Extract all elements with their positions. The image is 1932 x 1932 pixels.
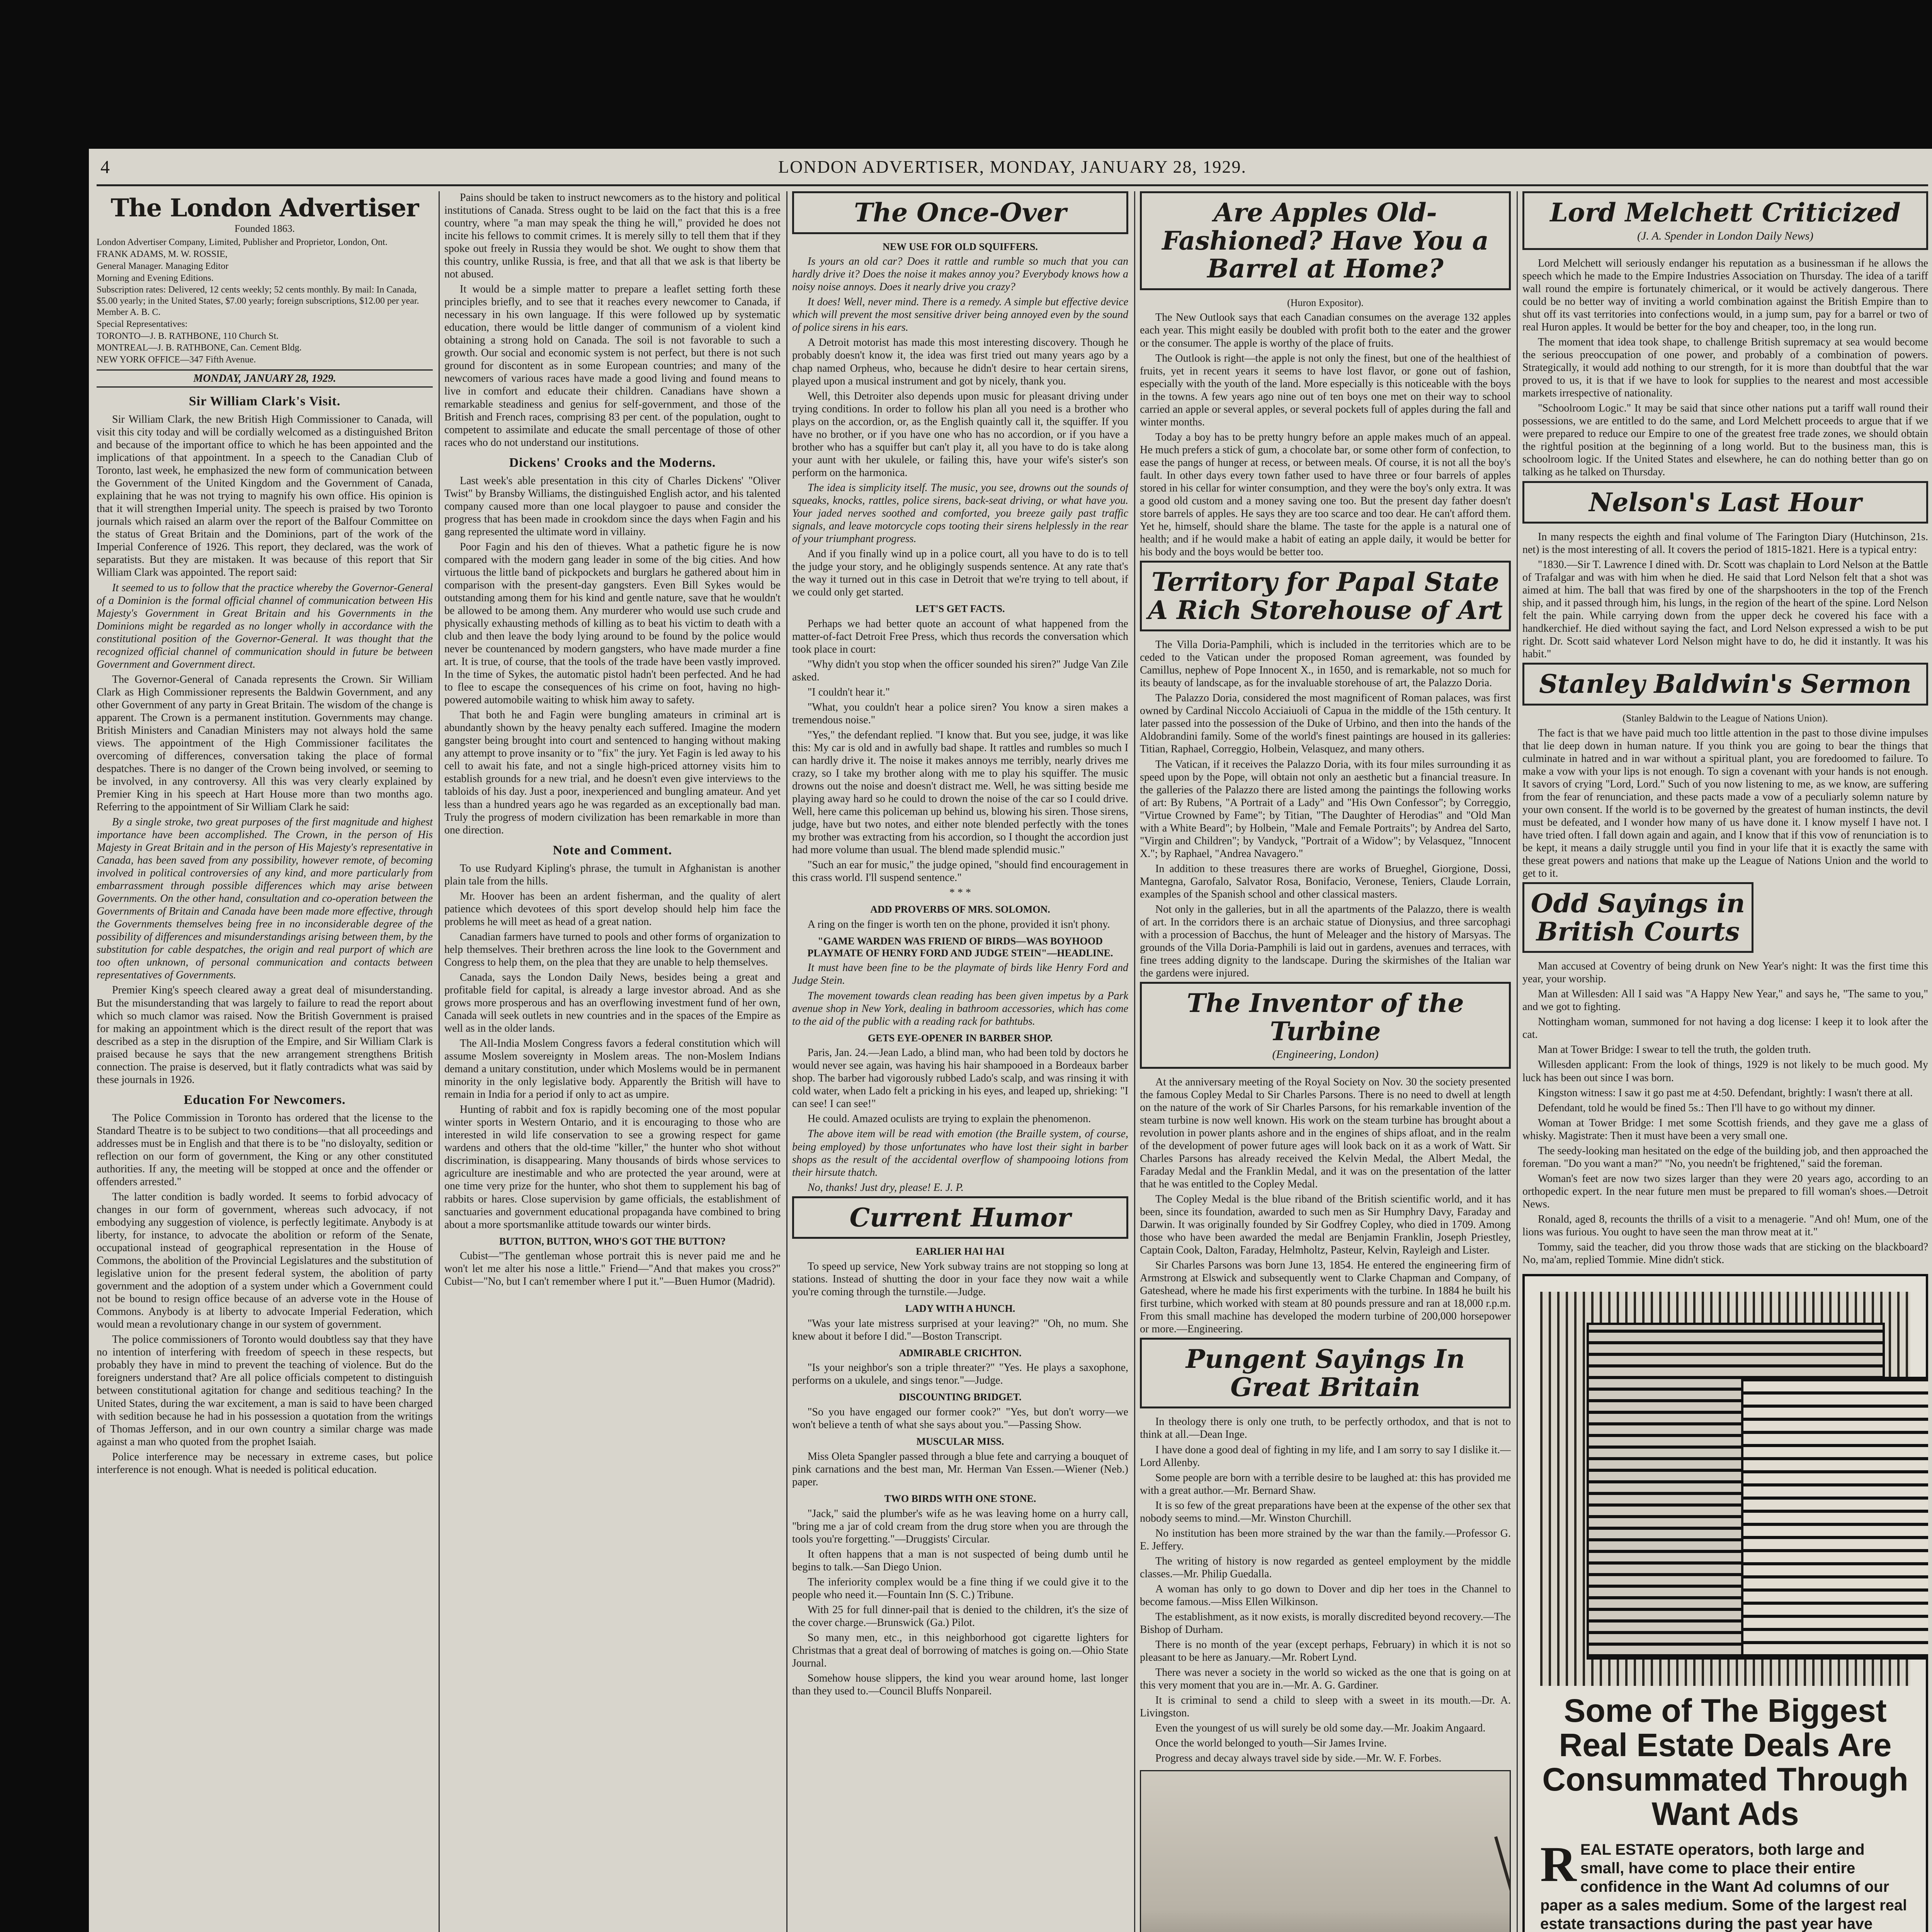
article-credit: (Huron Expositor). bbox=[1287, 297, 1364, 308]
saying-item: Even the youngest of us will surely be old some day.—Mr. Joakim Angaard. bbox=[1155, 1722, 1486, 1735]
humor-item-text: "So you have engaged our former cook?" "Yes, but don't worry—we won't believe a tenth of what she says about you."—Passing Show. bbox=[792, 1406, 1128, 1431]
column-rule bbox=[786, 191, 787, 1932]
saying-item: Progress and decay always travel side by side.—Mr. W. F. Forbes. bbox=[1155, 1752, 1442, 1765]
humor-item-text: The inferiority complex would be a fine thing if we could give it to the people who need it.—Fountain Inn (S. C.) Tribune. bbox=[792, 1576, 1128, 1601]
box-title: The Inventor of the Turbine bbox=[1187, 988, 1464, 1046]
saying-item: The establishment, as it now exists, is morally discredited beyond recovery.—The Bishop of Durham. bbox=[1140, 1611, 1511, 1636]
article-paragraph: "1830.—Sir T. Lawrence I dined with. Dr. Scott was chaplain to Lord Nelson at the Battle of Trafalgar and was with him when he died. He said that Lord Nelson felt that a shot was aimed at him. The ball that was fired by one of the sharpshooters in the top of the French ship, and it passed through him, his lungs, in the region of the heart of the spine. Lord Nelson felt the pain. While carrying down from the upper deck he covered his face with a handkerchief. He died without saying the fact, and Lord Nelson expressed a wish to be put right. Dr. Scott said whatever Lord Nelson might have to do, he did it instantly. It was his habit." bbox=[1522, 559, 1928, 660]
baldwin-title-box bbox=[1522, 663, 1928, 706]
article-paragraph: A Detroit motorist has made this most interesting discovery. Though he probably doesn't know it, the idea was first tried out many years ago by a chap named Orpheus, who, because he didn't desire to hear certain sirens, played upon a musical instrument and got by nicely, thank you. bbox=[792, 337, 1128, 387]
article-paragraph: Today a boy has to be pretty hungry before an apple makes much of an appeal. He much prefers a stick of gum, a chocolate bar, or some other form of confection, to ease the pangs of hunger at recess, or between meals. Of course, it is not all the boy's fault. In other days every town father used to have three or four barrels of apples stored in his cellar for winter consumption, and they were the boy's only extra. It was a good old custom and a money saving one too. But the present day father doesn't store barrels of apples. He says they are too scarce and too dear. He can't afford them. Yet he, himself, should share the blame. The taste for the apple is a natural one of health; and if he would make a habit of eating an apple daily, it would be better for his body and the boys would be better too. bbox=[1140, 431, 1511, 558]
article-paragraph: The Villa Doria-Pamphili, which is included in the territories which are to be ceded to the Vatican under the proposed Roman agreement, was founded by Camillus, nephew of Pope Innocent X., in 1650, and is remarkable, not so much for its beauty of landscape, as for the invaluable storehouse of art, the Palazzo Doria. bbox=[1140, 639, 1511, 689]
masthead-info bbox=[97, 237, 433, 366]
article-paragraph: The police commissioners of Toronto would doubtless say that they have no intention of interfering with freedom of speech in these respects, but probably they have in mind to prevent the teaching of violence. But do the foreigners understand that? Are all police officials competent to distinguish between constitutional agitation for change and seditious teaching? In the United States, during the war excitement, a man is said to have been charged with sedition because he had in his possession a quotation from the writings of Thomas Jefferson, and in our own country a similar charge was made against a man who quoted from the prophet Isaiah. bbox=[97, 1333, 433, 1448]
article-paragraph: No, thanks! Just dry, please! E. J. P. bbox=[808, 1181, 964, 1194]
humor-item-heading: ADMIRABLE CRICHTON. bbox=[899, 1347, 1022, 1359]
want-ads-advertisement bbox=[1522, 1274, 1928, 1932]
column-rule bbox=[1134, 191, 1135, 1932]
box-title: Odd Sayings in British Courts bbox=[1531, 888, 1745, 947]
article-paragraph: And if you finally wind up in a police court, all you have to do is to tell the judge your story, and he obligingly suspends sentence. At any rate that's the way it turned out in this case in Detroit that we're trying to tell about, if we could only get started. bbox=[792, 548, 1128, 599]
article-paragraph: "Why didn't you stop when the officer sounded his siren?" Judge Van Zile asked. bbox=[792, 658, 1128, 683]
humor-item-text: "Was your late mistress surprised at your leaving?" "Oh, no mum. She knew about it before I did."—Boston Transcript. bbox=[792, 1317, 1128, 1342]
article-paragraph: The Vatican, if it receives the Palazzo Doria, with its four miles surrounding it as speed upon by the Pope, will obtain not only an aesthetic but a financial treasure. In the galleries of the Palazzo there are listed among the paintings the following works of art: By Rubens, "A Portrait of a Lady" and "His Own Confessor"; by Correggio, "Virtue Crowned by Fame"; by Titian, "The Daughter of Herodias" and "Old Man with a White Beard"; by Holbein, "Male and Female Portraits"; by Andrea del Sarto, "Virgin and Children"; by Vandyck, "Portrait of a Widow"; by Velasquez, "Innocent X."; by Raphael, "Andrea Navagero." bbox=[1140, 758, 1511, 860]
masthead-info-line: MONTREAL—J. B. RATHBONE, Can. Cement Bldg. bbox=[97, 343, 302, 353]
article-paragraph: The All-India Moslem Congress favors a federal constitution which will assume Moslem sovereignty in Moslem areas. The non-Moslem Indians demand a unitary constitution, under which Moslems would be in permanent minority in the only legislative body. Apparently the British will have to remain in India for a period if only to act as umpire. bbox=[444, 1037, 781, 1101]
article-paragraph: It must have been fine to be the playmate of birds like Henry Ford and Judge Stein. bbox=[792, 962, 1128, 987]
column-rule bbox=[1517, 191, 1518, 1932]
masthead-info-line: FRANK ADAMS, M. W. ROSSIE, bbox=[97, 249, 228, 259]
box-title: Lord Melchett Criticized bbox=[1550, 197, 1901, 228]
saying-item: There was never a society in the world so wicked as the one that is going on at this very moment that you are in.—Mr. A. G. Gardiner. bbox=[1140, 1667, 1511, 1692]
article-paragraph: Paris, Jan. 24.—Jean Lado, a blind man, who had been told by doctors he would never see again, was having his hair shampooed in a Bordeaux barber shop. The barber had vigorously rubbed Lado's scalp, and was rinsing it with cold water, when Lado felt a pricking in his eyes, and leaped up, shrieking: "I can see! I can see!" bbox=[792, 1047, 1128, 1110]
sayings-list bbox=[1140, 1415, 1511, 1765]
article-paragraph: "What, you couldn't hear a police siren? You know a siren makes a tremendous noise." bbox=[792, 701, 1128, 726]
odd-saying-item: Woman's feet are now two sizes larger than they were 20 years ago, according to an orthopedic expert. In the near future men must be prepared to fill woman's shoes.—Detroit News. bbox=[1522, 1172, 1928, 1210]
article-paragraph: "Yes," the defendant replied. "I know that. But you see, judge, it was like this: My car is old and in awfully bad shape. It rattles and rumbles so much I can hardly drive it. The noise it makes annoys me terribly, nearly drives me crazy, so I take my brother along with me to play his squiffer. The music drowns out the noise and doesn't distract me. Well, he was sitting beside me playing away hard so he could to drown the noise of the car so I could drive. Well, here came this policeman up behind us, blowing his siren. Those sirens, judge, have but two notes, and either note blended perfectly with the tones my brother was extracting from his accordion, so I thought the accordion just had more volume than usual. The blend made splendid music." bbox=[792, 729, 1128, 856]
newspaper-page bbox=[89, 149, 1932, 1932]
article-subhead: "GAME WARDEN WAS FRIEND OF BIRDS—WAS BOYHOOD PLAYMATE OF HENRY FORD AND JUDGE STEIN"—HEADLINE. bbox=[807, 935, 1113, 959]
box-title: Territory for Papal State A Rich Storehouse of Art bbox=[1148, 567, 1503, 625]
article-paragraph: A ring on the finger is worth ten on the phone, provided it isn't phony. bbox=[808, 918, 1110, 931]
masthead-info-line: TORONTO—J. B. RATHBONE, 110 Church St. bbox=[97, 331, 279, 341]
humor-item-text: To speed up service, New York subway trains are not stopping so long at stations. Instead of shutting the door in your face they now wait a while you're coming through the turnstile.—Judge. bbox=[792, 1260, 1128, 1298]
article-paragraph: Hunting of rabbit and fox is rapidly becoming one of the most popular winter sports in Western Ontario, and it is encouraging to those who are interested in wild life conservation to see a growing respect for game wardens and others that the old-time "killer," the hunter who shot without discrimination, is disappearing. Many thousands of birds whose services to agriculture are inestimable and who are protected the year around, were at one time very prize for the hunter, who shot them to supplement his bag of rabbits or hares. Close supervision by game officials, the establishment of sanctuaries and government educational propaganda have combined to bring about a more sportsmanlike attitude towards our winter birds. bbox=[444, 1104, 781, 1231]
saying-item: In theology there is only one truth, to be perfectly orthodox, and that is not to think at all.—Dean Inge. bbox=[1140, 1416, 1511, 1441]
article-paragraph: At the anniversary meeting of the Royal Society on Nov. 30 the society presented the famous Copley Medal to Sir Charles Parsons. There is no need to dwell at length on the nature of the work of Sir Charles Parsons, for his remarkable invention of the steam turbine is now well known. His work on the steam turbine has brought about a revolution in power plants ashore and in the engines of ships afloat, and in the realm of the development of power future ages will look back on it as a work of Watt. Sir Charles Parsons has already received the Kelvin Medal, the Albert Medal, the Faraday Medal and the Franklin Medal, and it was on the presentation of the latter that he was entitled to the Copley Medal. bbox=[1140, 1076, 1511, 1190]
article-paragraph: Well, this Detroiter also depends upon music for pleasant driving under trying conditions. In order to follow his plan all you need is a brother who plays on the accordion, or, as the English quaintly call it, the squiffer. If you have no brother, or if you have one who has no accordion, or if you have a brother who has a squiffer but can't play it, all you have to do is take along your aunt with her ukulele, or failing this, have your wife's sister's son perform on the harmonica. bbox=[792, 390, 1128, 479]
article-paragraph: It does! Well, never mind. There is a remedy. A simple but effective device which will prevent the most sensitive driver being annoyed even by the sound of police sirens in his ears. bbox=[792, 296, 1128, 334]
saying-item: Once the world belonged to youth—Sir James Irvine. bbox=[1155, 1737, 1387, 1750]
humor-item-text: "Is your neighbor's son a triple threater?" "Yes. He plays a saxophone, performs on a ukulele, and sings tenor."—Judge. bbox=[792, 1362, 1128, 1387]
article-paragraph: "Such an ear for music," the judge opined, "should find encouragement in this crass world. I'll suspend sentence." bbox=[792, 859, 1128, 884]
article-quote: By a single stroke, two great purposes of the first magnitude and highest importance have been accomplished. The Crown, in the person of His Majesty in Great Britain and in the person of His Majesty's representative in Canada, has been saved from any possibility, however remote, of becoming involved in political controversies of any kind, and more particularly from embarrassment through possible differences which may arise between Governments. On the other hand, consultation and co-operation between the Governments of Britain and Canada have been made more effective, through the Governments themselves being free in no inconsiderable degree of the possibility of differences and misunderstandings arising between them, by the substitution for cable despatches, the origin and real purport of which are too often unknown, of personal communication and contacts between representatives of Governments. bbox=[97, 816, 433, 981]
article-paragraph: Canadian farmers have turned to pools and other forms of organization to help themselves. Their brethren across the line look to the Government and Congress to help them, on the plea that they are unable to help themselves. bbox=[444, 930, 781, 968]
box-credit: (J. A. Spender in London Daily News) bbox=[1637, 229, 1814, 242]
article-paragraph: Lord Melchett will seriously endanger his reputation as a businessman if he allows the speech which he made to the Empire Industries Association on Thursday. The idea of a tariff wall round the empire is fortunately chimerical, or it would be actively dangerous. There could be no better way of inviting a world combination against the British Empire than to shut off its vast territories into confections would, in a jump sum, pay for a barrel or two of real Huron apples. It would be better for the boy and cheaper, too, in the long run. bbox=[1522, 257, 1928, 333]
humor-item-text: So many men, etc., in this neighborhood got cigarette lighters for Christmas that a great deal of borrowing of matches is going on.—Ohio State Journal. bbox=[792, 1631, 1128, 1669]
humor-item-text: It often happens that a man is not suspected of being dumb until he begins to talk.—San Diego Union. bbox=[792, 1548, 1128, 1573]
article-paragraph: The movement towards clean reading has been given impetus by a Park avenue shop in New York, dealing in bathroom accessories, which has come to the aid of the public with a reading rack for bathtubs. bbox=[792, 990, 1128, 1027]
box-title: The Once-Over bbox=[854, 197, 1066, 228]
saying-item: A woman has only to go down to Dover and dip her toes in the Channel to become famous.—Miss Ellen Wilkinson. bbox=[1140, 1583, 1511, 1608]
humor-item-text: "Jack," said the plumber's wife as he was leaving home on a hurry call, "bring me a jar of cold cream from the drug store when you are through the tools you're forgetting."—Druggists' Circular. bbox=[792, 1507, 1128, 1545]
article-subhead: ADD PROVERBS OF MRS. SOLOMON. bbox=[870, 904, 1050, 915]
apples-title-box bbox=[1140, 191, 1511, 290]
masthead-name: The London Advertiser bbox=[111, 194, 419, 223]
article-paragraph: Not only in the galleries, but in all the apartments of the Palazzo, there is wealth of art. In the corridors there is an archaic statue of Dionysius, and three sarcophagi with a procession of Bacchus, the hunt of Meleager and the history of Marsyas. The grounds of the Villa Doria-Pamphili is laid out in gardens, avenues and terraces, with fine trees adding dignity to the landscape. During the skirmishes of the Italian war the gardens were injured. bbox=[1140, 903, 1511, 980]
editorial-date: MONDAY, JANUARY 28, 1929. bbox=[97, 369, 433, 388]
article-paragraph: Pains should be taken to instruct newcomers as to the history and political institutions of Canada. Stress ought to be laid on the fact that this is a free country, where "a man may speak the thing he will," provided he does not incite his fellows to commit crimes. It is merely silly to tell them that if they spoke out freely in Russia they would be shot. We ought to show them that this country, unlike Russia, is free, and that all that we ask is that liberty be not abused. bbox=[444, 192, 781, 281]
article-heading: BUTTON, BUTTON, WHO'S GOT THE BUTTON? bbox=[499, 1235, 726, 1247]
masthead-founded: Founded 1863. bbox=[235, 223, 295, 234]
humor-item-text: Miss Oleta Spangler passed through a blue fete and carrying a bouquet of pink carnations and the best man, Mr. Herman Van Essen.—Wiener (Neb.) paper. bbox=[792, 1450, 1128, 1488]
article-paragraph: Police interference may be necessary in extreme cases, but police interference is not enough. What is needed is political education. bbox=[97, 1451, 433, 1476]
column-2 bbox=[444, 191, 781, 1932]
saying-item: It is criminal to send a child to sleep with a sweet in its mouth.—Dr. A. Livingston. bbox=[1140, 1694, 1511, 1719]
header-title: LONDON ADVERTISER, MONDAY, JANUARY 28, 1929. bbox=[778, 157, 1247, 177]
article-paragraph: In many respects the eighth and final volume of The Farington Diary (Hutchinson, 21s. net) is the most interesting of all. It covers the period of 1815-1821. Here is a typical entry: bbox=[1522, 531, 1928, 556]
article-paragraph: The above item will be read with emotion (the Braille system, of course, being employed) by those unfortunates who have lost their sight in barber shops as the result of the accidental overflow of shampooing lotions from their hirsute thatch. bbox=[792, 1128, 1128, 1179]
article-paragraph: In addition to these treasures there are works of Brueghel, Giorgione, Dossi, Mantegna, Garofalo, Salvator Rosa, Bonifacio, Veronese, Teniers, Claude Lorrain, examples of the Spanish school and other classical masters. bbox=[1140, 862, 1511, 900]
article-paragraph: It would be a simple matter to prepare a leaflet setting forth these principles briefly, and to see that it reaches every newcomer to Canada, if necessary in his own language. If this were followed up by systematic education, there would be little danger of communism of a violent kind obtaining a strong hold on Canada. The soil is not favorable to such a growth. Our social and economic system is not perfect, but there is not such ground for discontent as in some European countries; and many of the newcomers of various races have made a good living and found means to live in comfort and educate their children. Canadians have shown a remarkable steadiness and genius for self-government, and those of the British and French races, comprising 83 per cent. of the population, ought to competent to assimilate and educate the small percentage of those of other races who do not understand our institutions. bbox=[444, 283, 781, 449]
masthead-info-line: London Advertiser Company, Limited, Publisher and Proprietor, London, Ont. bbox=[97, 237, 388, 248]
masthead-info-line: NEW YORK OFFICE—347 Fifth Avenue. bbox=[97, 355, 256, 365]
odd-sayings-title-box bbox=[1522, 882, 1753, 953]
box-title: Are Apples Old-Fashioned? Have You a Barrel at Home? bbox=[1162, 197, 1489, 284]
column-rule bbox=[439, 191, 440, 1932]
box-title: Pungent Sayings In Great Britain bbox=[1185, 1344, 1465, 1402]
article-paragraph: Perhaps we had better quote an account of what happened from the matter-of-fact Detroit Free Press, which thus records the conversation which took place in court: bbox=[792, 617, 1128, 655]
article-paragraph: "I couldn't hear it." bbox=[808, 686, 890, 698]
odd-saying-item: Defendant, told he would be fined 5s.: Then I'll have to go without my dinner. bbox=[1538, 1102, 1876, 1114]
humor-item-heading: MUSCULAR MISS. bbox=[916, 1436, 1004, 1447]
article-subhead: GETS EYE-OPENER IN BARBER SHOP. bbox=[868, 1032, 1053, 1044]
box-credit: (Engineering, London) bbox=[1272, 1048, 1379, 1061]
humor-item-heading: DISCOUNTING BRIDGET. bbox=[899, 1391, 1022, 1403]
article-paragraph: Poor Fagin and his den of thieves. What a pathetic figure he is now compared with the modern gang leader in some of the big cities. And how virtuous the little band of pickpockets and burglars he gathered about him in comparison with the present-day gangsters. Even Bill Sykes would be outstanding among them for his kind and gentle nature, save that he wouldn't be allowed to be among them. Any murderer who would use such crude and physically exhausting methods of killing as to beat his victim to death with a club and then leave the body lying around to be found by the police would never be countenanced by modern gangsters, who have made murder a fine art. It is true, of course, that the tools of the trade have been vastly improved. In the time of Sykes, the automatic pistol hadn't been perfected. And he had to flee to escape the consequences of his crime on foot, having no high-powered automobile waiting to whisk him away to safety. bbox=[444, 541, 781, 706]
odd-saying-item: Ronald, aged 8, recounts the thrills of a visit to a menagerie. "And oh! Mum, one of the lions was furious. You ought to have seen the man throw meat at it." bbox=[1522, 1213, 1928, 1238]
article-paragraph: Last week's able presentation in this city of Charles Dickens' "Oliver Twist" by Bransby Williams, the distinguished English actor, and his talented company caused more than one local playgoer to pause and consider the progress that has been made in crookdom since the days when Fagin and his gang represented the ultimate word in villainy. bbox=[444, 474, 781, 538]
column-1 bbox=[97, 191, 433, 1932]
humor-item-heading: LADY WITH A HUNCH. bbox=[905, 1303, 1015, 1314]
pungent-sayings-title-box bbox=[1140, 1338, 1511, 1408]
article-paragraph: Cubist—"The gentleman whose portrait this is never paid me and he won't let me alter his nose a little." Friend—"And that makes you cross?" Cubist—"No, but I can't remember where I put it."—Buen Humor (Madrid). bbox=[444, 1250, 781, 1288]
article-credit: (Stanley Baldwin to the League of Nations Union). bbox=[1622, 713, 1828, 724]
masthead-info-line: Subscription rates: Delivered, 12 cents weekly; 52 cents monthly. By mail: In Canada, $5.00 yearly; in the United States, $7.00 yearly; foreign subscriptions, $12.00 per year. Member A. B. C. bbox=[97, 285, 419, 317]
odd-saying-item: Kingston witness: I saw it go past me at 4:50. Defendant, brightly: I wasn't there at all. bbox=[1538, 1087, 1913, 1099]
article-paragraph: The moment that idea took shape, to challenge British supremacy at sea would become the serious preoccupation of one power, and probably of a combination of powers. Strategically, it would add nothing to our strength, for it is more than doubtful that the war proved to us, it is that if we have to look for supplies to the nearest and most accessible markets irrespective of nationality. bbox=[1522, 336, 1928, 400]
current-humor-title-box bbox=[792, 1196, 1128, 1239]
nelson-title-box bbox=[1522, 481, 1928, 524]
odd-saying-item: Woman at Tower Bridge: I met some Scottish friends, and they gave me a glass of whisky. Magistrate: Then it must have been a very small one. bbox=[1522, 1117, 1928, 1142]
article-paragraph: Canada, says the London Daily News, besides being a great and profitable field for capital, is already a large investor abroad. And as she grows more prosperous and has an overflowing investment fund of her own, Canada will seek outlets in new countries and in the spaces of the Empire as well as in the older lands. bbox=[444, 971, 781, 1035]
saying-item: I have done a good deal of fighting in my life, and I am sorry to say I dislike it.—Lord Allenby. bbox=[1140, 1444, 1511, 1469]
section-divider: * * * bbox=[949, 887, 971, 899]
saying-item: No institution has been more strained by the war than the family.—Professor G. E. Jeffery. bbox=[1140, 1527, 1511, 1552]
odd-sayings-list bbox=[1522, 960, 1928, 1266]
article-heading: Note and Comment. bbox=[553, 843, 672, 857]
odd-saying-item: Man at Willesden: All I said was "A Happy New Year," and says he, "The same to you," and we got to fighting. bbox=[1522, 988, 1928, 1013]
article-paragraph: The Outlook is right—the apple is not only the finest, but one of the healthiest of fruits, yet in recent years it seems to have lost flavor, or gone out of fashion, especially with the youth of the land. More especially is this noticeable with the boys in the towns. A few years ago nine out of ten boys one met on their way to school carried an apple or several apples, or several pockets full of apples during the fall and winter months. bbox=[1140, 352, 1511, 428]
article-subhead: LET'S GET FACTS. bbox=[915, 603, 1005, 615]
article-paragraph: Sir William Clark, the new British High Commissioner to Canada, will visit this city today and will be cordially welcomed as a distinguished Briton and because of the important office to which he has been appointed and the implications of that appointment. In a speech to the Canadian Club of Toronto, last week, he emphasized the new form of communication between the Government of the United Kingdom and the Government of Canada, explaining that he was not trying to magnify his own office. His opinion is that it will strengthen Imperial unity. The speech is praised by two Toronto journals which raised an alarm over the report of the Balfour Committee on the status of Great Britain and the Dominions, part of the work of the Imperial Conference of 1926. This report, they declared, was the work of separatists. But they are mistaken. It was because of this report that Sir William Clark was appointed. The report said: bbox=[97, 413, 433, 579]
column-3 bbox=[792, 191, 1128, 1932]
article-paragraph: Premier King's speech cleared away a great deal of misunderstanding. But the misunderstanding that was largely to failure to read the report about which so much clamor was raised. Now the British Government is praised for making an appointment which is the direct result of the report that was described as a step in the disruption of the Empire, and Sir William Clark is praised because he says that the new arrangement strengthens British connection. The praise is deserved, but it flatly contradicts what was said by these journals in 1926. bbox=[97, 984, 433, 1086]
article-paragraph: The Police Commission in Toronto has ordered that the license to the Standard Theatre is to be subject to two conditions—that all proceedings and addresses must be in English and that there is to be "no disloyalty, sedition or reflection on our form of government, the King or any other constituted authorities. If any, the meeting will be stopped at once and the offender or offenders arrested." bbox=[97, 1112, 433, 1188]
ad-body-text: EAL ESTATE operators, both large and small, have come to place their entire confidence in the Want Ad columns of our paper as a sales medium. Some of the largest real estate transactions during the past year have bbox=[1540, 1841, 1907, 1932]
box-title: Stanley Baldwin's Sermon bbox=[1539, 669, 1912, 699]
building-icon bbox=[1741, 1377, 1928, 1660]
column-4 bbox=[1140, 191, 1511, 1932]
article-paragraph: "Schoolroom Logic." It may be said that since other nations put a tariff wall round their possessions, we are entitled to do the same, and Lord Melchett proceeds to argue that if we were prepared to reduce our Empire to one of the greatest free trade zones, we should obtain the rightful position at the beginning of a long world. But to the business man, this is schoolroom logic. If the United States and elsewhere, he can do nothing better than go on talking as he talked on Thursday. bbox=[1522, 402, 1928, 478]
article-paragraph: The Copley Medal is the blue riband of the British scientific world, and it has been, since its foundation, awarded to such men as Sir Humphry Davy, Faraday and Darwin. It was originally founded by Sir Godfrey Copley, who died in 1709. Among those who have been awarded the medal are Benjamin Franklin, Joseph Priestley, Captain Cook, Dalton, Faraday, Helmholtz, Pasteur, Kelvin, Rayleigh and Lister. bbox=[1140, 1193, 1511, 1257]
odd-saying-item: The seedy-looking man hesitated on the edge of the building job, and then approached the foreman. "Do you want a man?" "No, you needn't be frightened," said the foreman. bbox=[1522, 1145, 1928, 1170]
article-paragraph: That both he and Fagin were bungling amateurs in criminal art is abundantly shown by the heavy penalty each suffered. Imagine the modern gangster being brought into court and sentenced to hanging without making any attempt to prove insanity or to "fix" the jury. Yet Fagin is led away to his cell to await his fate, and not a single high-priced attorney visits him to establish grounds for a new trial, and he doesn't even give interviews to the tabloids of his day. Just a poor, inexperienced and bungling amateur. And yet less than a hundred years ago he was regarded as an exceptionally bad man. Truly the progress of modern civilization has been remarkable in more than one direction. bbox=[444, 709, 781, 836]
once-over-title-box bbox=[792, 191, 1128, 234]
article-subhead: NEW USE FOR OLD SQUIFFERS. bbox=[883, 241, 1038, 252]
odd-saying-item: Man at Tower Bridge: I swear to tell the truth, the golden truth. bbox=[1538, 1044, 1811, 1056]
humor-item-heading: TWO BIRDS WITH ONE STONE. bbox=[884, 1493, 1036, 1504]
article-paragraph: Is yours an old car? Does it rattle and rumble so much that you can hardly drive it? Does the noise it makes annoy you? Everybody knows how a noisy noise annoys. Does it nearly drive you crazy? bbox=[792, 255, 1128, 293]
papal-state-title-box bbox=[1140, 561, 1511, 631]
melchett-title-box bbox=[1522, 191, 1928, 250]
humor-list bbox=[792, 1246, 1128, 1697]
article-paragraph: The idea is simplicity itself. The music, you see, drowns out the sounds of squeaks, knocks, rattles, police sirens, back-seat driving, or what have you. Your jaded nerves soothed and comforted, you breeze gaily past traffic signals, and leave motorcycle cops tooting their sirens helplessly in the rear of your triumphant progress. bbox=[792, 481, 1128, 545]
box-title: Current Humor bbox=[849, 1202, 1071, 1233]
article-paragraph: The fact is that we have paid much too little attention in the past to those divine impulses that lie deep down in human nature. If you think you are going to bear the things that culminate in hatred and in war without a spiritual plant, you are foredoomed to failure. To make a vow with your lips is not enough. To sign a covenant with your hands is not enough. It savors of crying "Lord, Lord." Such of you now listening to me, as we know, are suffering from the fear of renunciation, and these pacts made a vow of a peculiarly solemn nature by your own consent. If the world is to be governed by the greatest of human instincts, the devil must be defeated, and I wonder how many of us have done it. I know myself I have not. I have tried often. I fall down again and again, and I know that if this vow of renunciation is to be kept, it means a daily struggle until you find in your life that it is exactly the same with these great powers and nations that make up the League of Nations Union and the world to get to it. bbox=[1522, 727, 1928, 880]
article-heading: Education For Newcomers. bbox=[184, 1092, 346, 1107]
ad-headline: Some of The Biggest Real Estate Deals Are Consummated Through Want Ads bbox=[1542, 1692, 1908, 1832]
odd-saying-item: Man accused at Coventry of being drunk on New Year's night: It was the first time this year, your worship. bbox=[1522, 960, 1928, 985]
humor-item-text: Somehow house slippers, the kind you wear around home, last longer than they used to.—Council Bluffs Nonpareil. bbox=[792, 1672, 1128, 1697]
page-number: 4 bbox=[100, 157, 111, 177]
ad-body bbox=[1540, 1836, 1910, 1932]
article-paragraph: He could. Amazed oculists are trying to explain the phenomenon. bbox=[808, 1113, 1091, 1125]
header-rule bbox=[97, 184, 1928, 186]
article-paragraph: Sir Charles Parsons was born June 13, 1854. He entered the engineering firm of Armstrong at Elswick and subsequently went to Clarke Chapman and Company, of Gateshead, where he made his first experiments with the turbine. In 1884 he built his first turbine, which worked with steam at 80 pounds pressure and ran at 18,000 r.p.m. From this small machine has developed the modern turbine of 200,000 horsepower or more.—Engineering. bbox=[1140, 1259, 1511, 1335]
odd-saying-item: Nottingham woman, summoned for not having a dog license: I keep it to look after the cat. bbox=[1522, 1016, 1928, 1041]
article-paragraph: The latter condition is badly worded. It seems to forbid advocacy of changes in our form of government, whereas such advocacy, if not embodying any suggestion of violence, is perfectly legitimate. Anybody is at liberty, for instance, to advocate the abolition or reform of the Senate, occupational instead of geographical representation in the House of Commons, the abolition of the Provincial Legislatures and the substitution of legislative union for the present federal system, the abolition of party government and the adoption of a system under which a Government could not be bound to resign office because of an adverse vote in the House of Commons. Anybody is at liberty to advocate Imperial Federation, which would mean a revolutionary change in our system of government. bbox=[97, 1191, 433, 1331]
tornado-photo bbox=[1140, 1770, 1511, 1932]
odd-saying-item: Willesden applicant: From the look of things, 1929 is not likely to be much good. My luck has been out since I was born. bbox=[1522, 1059, 1928, 1084]
column-5 bbox=[1522, 191, 1928, 1932]
odd-saying-item: Tommy, said the teacher, did you throw those wads that are sticking on the blackboard? No, ma'am, replied Tommie. Mine didn't stick. bbox=[1522, 1241, 1928, 1266]
article-quote: It seemed to us to follow that the practice whereby the Governor-General of a Dominion is the formal official channel of communication between His Majesty's Government in Great Britain and his Governments in the Dominions might be regarded as no longer wholly in accordance with the constitutional position of the Governor-General. It was thought that the recognized official channel of communication should in future be between Government and Government direct. bbox=[97, 582, 433, 670]
saying-item: There is no month of the year (except perhaps, February) in which it is not so pleasant to be here as January.—Mr. Robert Lynd. bbox=[1140, 1638, 1511, 1663]
ad-initial: R bbox=[1540, 1836, 1577, 1892]
article-paragraph: The Palazzo Doria, considered the most magnificent of Roman palaces, was first owned by Cardinal Niccolo Acciaiuoli of Capua in the middle of the 15th century. It later passed into the possession of the Duke of Urbino, and then into the hands of the Aldobrandini family. Some of the world's finest paintings are housed in its galleries: Titian, Raphael, Correggio, Holbein, Velasquez, and many others. bbox=[1140, 692, 1511, 755]
article-paragraph: The New Outlook says that each Canadian consumes on the average 132 apples each year. This might easily be doubled with profit both to the eater and the grower or the consumer. The apple is worthy of the place of fruits. bbox=[1140, 311, 1511, 349]
masthead-info-line: General Manager. Managing Editor bbox=[97, 261, 229, 271]
saying-item: The writing of history is now regarded as genteel employment by the middle classes.—Mr. Philip Guedalla. bbox=[1140, 1555, 1511, 1580]
article-paragraph: To use Rudyard Kipling's phrase, the tumult in Afghanistan is another plain tale from the hills. bbox=[444, 862, 781, 887]
article-heading: Dickens' Crooks and the Moderns. bbox=[509, 455, 716, 470]
running-header bbox=[89, 156, 1932, 184]
masthead-info-line: Special Representatives: bbox=[97, 319, 188, 329]
article-heading: Sir William Clark's Visit. bbox=[189, 394, 341, 408]
article-paragraph: The Governor-General of Canada represents the Crown. Sir William Clark as High Commissioner represents the Baldwin Government, and any other Government of any party in Great Britain. The wisdom of the change is apparent. The Crown is a permanent institution. Governments may change. British Ministers and Canadian Ministers may not always hold the same views. The appointment of the High Commissioner facilitates the overcoming of differences, conversation taking the place of formal despatches. There is no danger of the Crown being involved, or seeming to be involved, in any controversy. All this was very clearly explained by Premier King in his speech at Hart House more than two months ago. Referring to the appointment of Sir William Clark he said: bbox=[97, 673, 433, 813]
humor-item-heading: EARLIER HAI HAI bbox=[916, 1246, 1005, 1257]
box-title: Nelson's Last Hour bbox=[1589, 487, 1862, 517]
saying-item: Some people are born with a terrible desire to be laughed at: this has provided me with a great author.—Mr. Bernard Shaw. bbox=[1140, 1471, 1511, 1497]
tree-branch-shape bbox=[1494, 1836, 1511, 1932]
article-paragraph: Mr. Hoover has been an ardent fisherman, and the quality of alert patience which devotees of this sport develop should help him face the problems he will meet as head of a great nation. bbox=[444, 890, 781, 928]
saying-item: It is so few of the great preparations have been at the expense of the other sex that nobody seems to mind.—Mr. Winston Churchill. bbox=[1140, 1499, 1511, 1524]
turbine-title-box bbox=[1140, 982, 1511, 1069]
masthead-info-line: Morning and Evening Editions. bbox=[97, 273, 214, 283]
humor-item-text: With 25 for full dinner-pail that is denied to the children, it's the size of the cover charge.—Brunswick (Ga.) Pilot. bbox=[792, 1604, 1128, 1629]
